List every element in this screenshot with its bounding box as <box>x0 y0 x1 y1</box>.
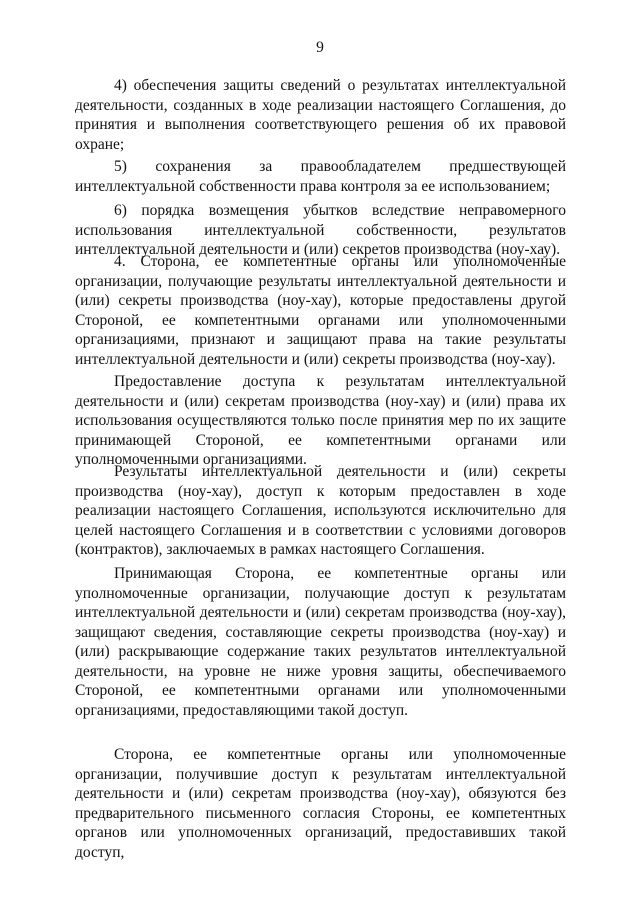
paragraph-access-provision: Предоставление доступа к результатам интеллектуальной деятельности и (или) секретам производства (ноу-хау) и (или) права их использования осуществляются только после принятия мер по их защите принимающей Стороной, ее компетентными органами или уполномоченными организациями. <box>75 373 566 468</box>
paragraph-receiving-party: Принимающая Сторона, ее компетентные органы или уполномоченные организации, получающие доступ к результатам интеллектуальной деятельности и (или) секретам производства (ноу-хау), защищают сведения, составляющие секреты производства (ноу-хау) и (или) раскрывающие содержание таких результатов интеллектуальной деятельности, на уровне не ниже уровня защиты, обеспечиваемого Стороной, ее компетентными органами или уполномоченными организациями, предоставляющими такой доступ. <box>75 565 566 719</box>
paragraph-item-6-damages: 6) порядка возмещения убытков вследствие неправомерного использования интеллектуальной собственности, результатов интеллектуальной деятельности и (или) секретов производства (ноу-хау). <box>75 202 566 258</box>
paragraph-item-4-protection: 4) обеспечения защиты сведений о результатах интеллектуальной деятельности, созданных в ходе реализации настоящего Соглашения, до принятия и выполнения соответствующего решения об их правовой охране; <box>75 77 566 153</box>
page-number: 9 <box>316 39 324 56</box>
paragraph-item-5-preservation: 5) сохранения за правообладателем предшествующей интеллектуальной собственности права контроля за ее использованием; <box>75 158 566 195</box>
paragraph-obligations: Сторона, ее компетентные органы или уполномоченные организации, получившие доступ к результатам интеллектуальной деятельности и (или) секретам производства (ноу-хау), обязуются без предварительного письменного согласия Стороны, ее компетентных органов или уполномоченных организаций, предоставивших такой доступ, <box>75 746 566 861</box>
paragraph-article-4: 4. Сторона, ее компетентные органы или уполномоченные организации, получающие результаты интеллектуальной деятельности и (или) секреты производства (ноу-хау), которые предоставлены другой Стороной, ее компетентными органами или уполномоченными организациями, признают и защищают права на такие результаты интеллектуальной деятельности и (или) секреты производства (ноу-хау). <box>75 253 566 368</box>
document-body <box>75 76 566 861</box>
paragraph-exclusive-use: Результаты интеллектуальной деятельности и (или) секреты производства (ноу-хау), доступ к которым предоставлен в ходе реализации настоящего Соглашения, используются исключительно для целей настоящего Соглашения и в соответствии с условиями договоров (контрактов), заключаемых в рамках настоящего Соглашения. <box>75 463 566 558</box>
